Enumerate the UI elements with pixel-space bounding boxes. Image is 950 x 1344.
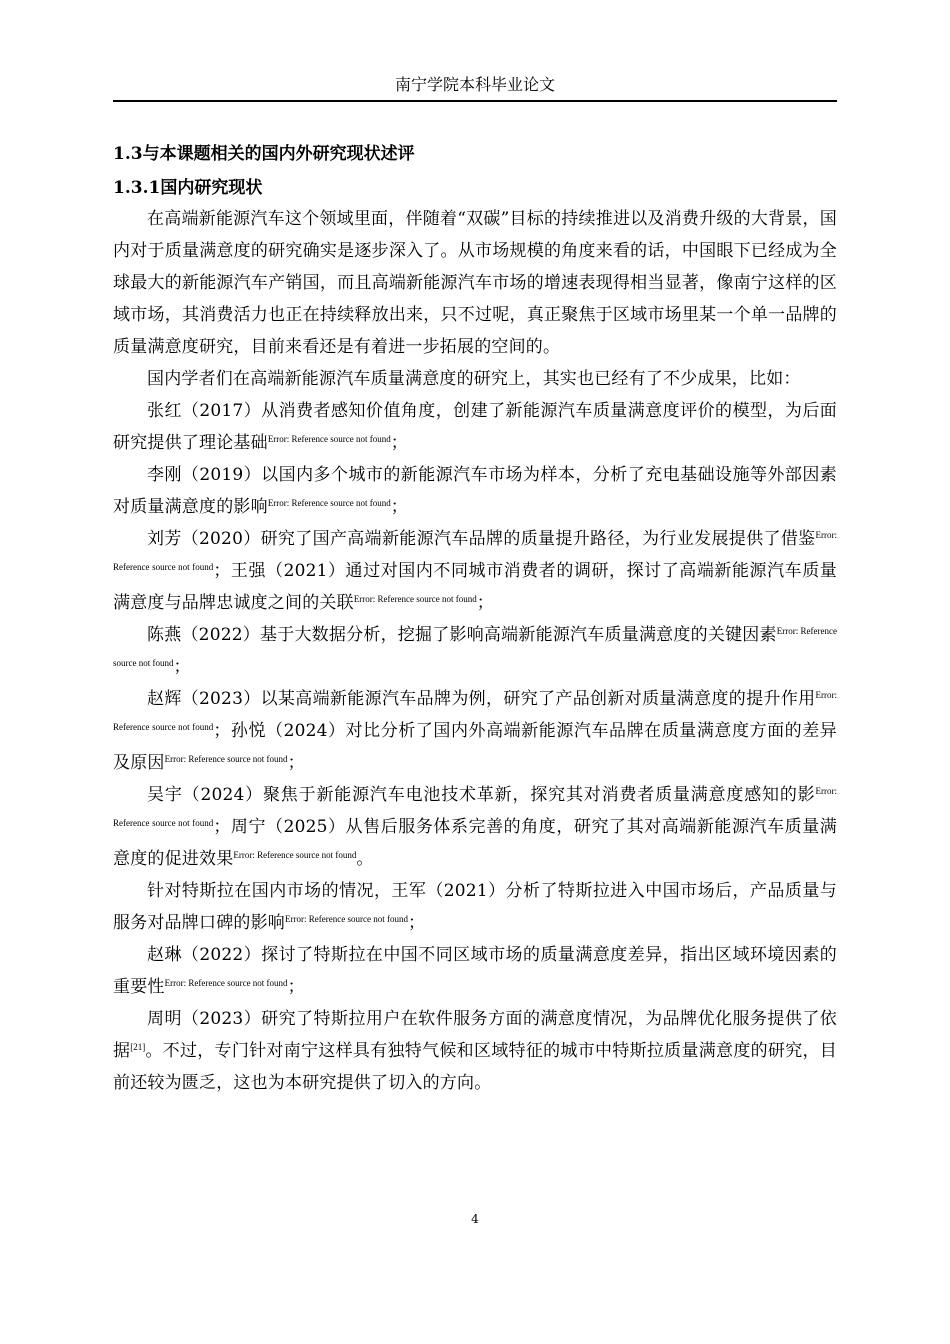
paragraph-text: 在高端新能源汽车这个领域里面，伴随着“双碳”目标的持续推进以及消费升级的大背景，国内对于质量满意度的研究确实是逐步深入了。从市场规模的角度来看的话，中国眼下已经成为全球最大的新能源汽车产销国，而且高端新能源汽车市场的增速表现得相当显著，像南宁这样的区域市场，其消费活力也正在持续释放出来，只不过呢，真正聚焦于区域市场里某一个单一品牌的质量满意度研究，目前来看还是有着进一步拓展的空间的。: [113, 209, 837, 357]
body-paragraphs: [113, 203, 837, 1099]
paragraph-text: 赵琳（2022）探讨了特斯拉在中国不同区域市场的质量满意度差异，指出区域环境因素的重要性: [113, 945, 837, 997]
citation-marker: [21]: [130, 1042, 146, 1052]
subsection-heading: 1.3.1国内研究现状: [113, 178, 263, 198]
running-header: 南宁学院本科毕业论文: [394, 75, 555, 94]
citation-marker: Error: Reference source not found: [285, 914, 408, 924]
section-heading: 1.3与本课题相关的国内外研究现状述评: [113, 144, 415, 164]
paragraph-text: 刘芳（2020）研究了国产高端新能源汽车品牌的质量提升路径，为行业发展提供了借鉴: [147, 529, 816, 549]
paragraph-text: ；: [476, 593, 494, 613]
paragraph-text: 张红（2017）从消费者感知价值角度，创建了新能源汽车质量满意度评价的模型，为后面研究提供了理论基础: [113, 401, 837, 453]
body-paragraph: [113, 683, 837, 779]
citation-marker: Error: Reference source not found: [113, 530, 837, 572]
paragraph-text: ；孙悦（2024）对比分析了国内外高端新能源汽车品牌在质量满意度方面的差异及原因: [113, 721, 837, 773]
paragraph-text: 周明（2023）研究了特斯拉用户在软件服务方面的满意度情况，为品牌优化服务提供了依据: [113, 1009, 837, 1061]
body-paragraph: [113, 779, 837, 875]
paragraph-text: ；: [407, 913, 426, 933]
citation-marker: Error: Reference source not found: [233, 850, 357, 860]
paragraph-text: ；: [173, 657, 191, 677]
paragraph-text: 赵辉（2023）以某高端新能源汽车品牌为例，研究了产品创新对质量满意度的提升作用: [147, 689, 816, 709]
body-paragraph: [113, 619, 837, 683]
citation-marker: Error: Reference source not found: [267, 498, 391, 508]
header-rule: [113, 100, 837, 102]
body-paragraph: [113, 395, 837, 459]
paragraph-text: 。: [356, 849, 374, 869]
body-paragraph: [113, 1003, 837, 1099]
body-paragraph: [113, 459, 837, 523]
citation-marker: Error: Reference source not found: [113, 690, 837, 732]
body-paragraph: [113, 523, 837, 619]
paragraph-text: 国内学者们在高端新能源汽车质量满意度的研究上，其实也已经有了不少成果，比如：: [147, 369, 801, 389]
paragraph-text: 陈燕（2022）基于大数据分析，挖掘了影响高端新能源汽车质量满意度的关键因素: [147, 625, 777, 645]
citation-marker: Error: Reference source not found: [164, 754, 288, 764]
body-paragraph: [113, 203, 837, 363]
paragraph-text: ；周宁（2025）从售后服务体系完善的角度，研究了其对高端新能源汽车质量满意度的促进效果: [113, 817, 837, 869]
paragraph-text: 李刚（2019）以国内多个城市的新能源汽车市场为样本，分析了充电基础设施等外部因素对质量满意度的影响: [113, 465, 837, 517]
paragraph-text: ；: [287, 977, 305, 997]
page-body: [113, 139, 837, 1099]
paragraph-text: 。不过，专门针对南宁这样具有独特气候和区域特征的城市中特斯拉质量满意度的研究，目前还较为匮乏，这也为本研究提供了切入的方向。: [113, 1041, 837, 1093]
paragraph-text: 吴宇（2024）聚焦于新能源汽车电池技术革新，探究其对消费者质量满意度感知的影: [147, 785, 816, 805]
citation-marker: Error: Reference source not found: [113, 786, 837, 828]
paragraph-text: ；: [390, 497, 408, 517]
citation-marker: Error: Reference source not found: [113, 626, 837, 668]
body-paragraph: [113, 875, 837, 939]
paragraph-text: ；: [390, 433, 408, 453]
citation-marker: Error: Reference source not found: [164, 978, 288, 988]
body-paragraph: [113, 939, 837, 1003]
page-number: 4: [471, 1212, 479, 1226]
paragraph-text: 针对特斯拉在国内市场的情况，王军（2021）分析了特斯拉进入中国市场后，产品质量与服务对品牌口碑的影响: [113, 881, 837, 933]
paragraph-text: ；王强（2021）通过对国内不同城市消费者的调研，探讨了高端新能源汽车质量满意度与品牌忠诚度之间的关联: [113, 561, 837, 613]
citation-marker: Error: Reference source not found: [353, 594, 477, 604]
body-paragraph: [113, 363, 837, 395]
citation-marker: Error: Reference source not found: [267, 434, 391, 444]
paragraph-text: ；: [287, 753, 305, 773]
